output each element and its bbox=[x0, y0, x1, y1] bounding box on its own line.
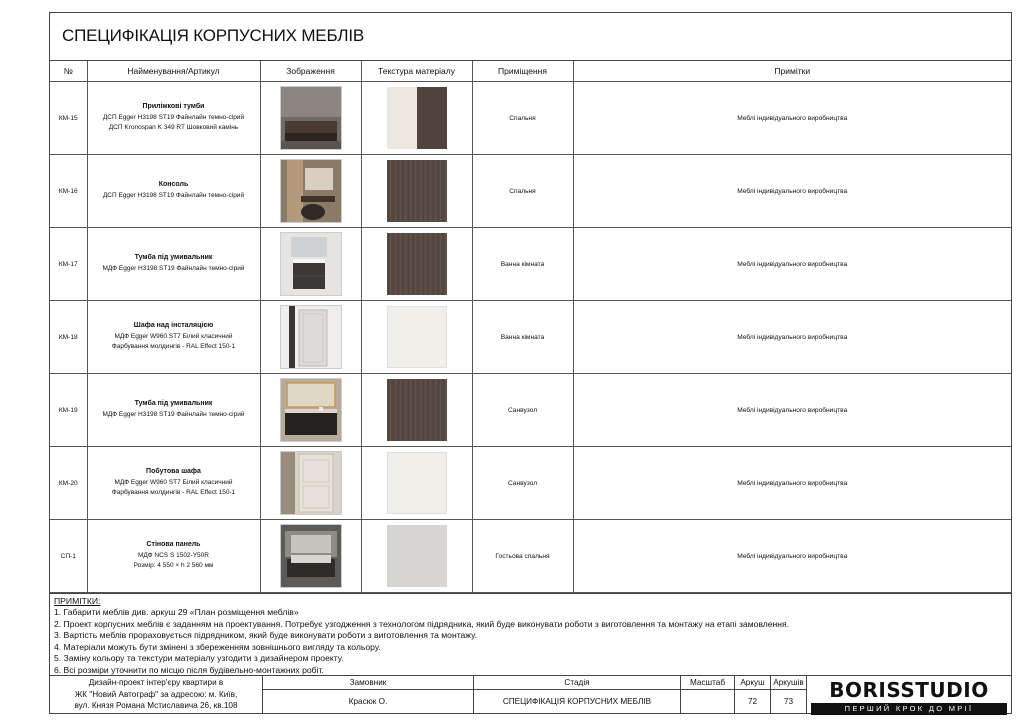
customer-cell bbox=[263, 676, 474, 714]
table-row bbox=[50, 301, 1011, 374]
note-line: 1. Габарити меблів див. аркуш 29 «План розміщення меблів» bbox=[54, 607, 299, 617]
row-texture-cell bbox=[361, 301, 472, 374]
item-material: МДФ Egger H3198 ST19 Файнлайн темно-сірий bbox=[102, 265, 245, 272]
texture-swatch bbox=[387, 379, 447, 441]
note-line: 5. Заміну кольору та текстури матеріалу узгодити з дизайнером проекту. bbox=[54, 653, 344, 664]
note-line: 3. Вартість меблів прораховується підрядником, який буде виконувати роботи з виготовлення та монтажу. bbox=[54, 630, 477, 641]
row-name-cell bbox=[87, 520, 260, 593]
sheet-value: 72 bbox=[747, 697, 758, 706]
row-num: КМ-15 bbox=[50, 82, 87, 155]
stage-label: Стадія bbox=[474, 676, 680, 690]
item-name: Стінова панель bbox=[146, 541, 201, 548]
scale-label: Масштаб bbox=[681, 676, 734, 690]
item-name: Тумба під умивальник bbox=[134, 254, 213, 261]
spec-sheet bbox=[49, 12, 1012, 714]
scale-value bbox=[681, 689, 734, 714]
sheets-cell bbox=[771, 676, 807, 714]
col-header-num: № bbox=[50, 61, 87, 82]
row-num: СП-1 bbox=[50, 520, 87, 593]
row-name-cell bbox=[87, 447, 260, 520]
row-texture-cell bbox=[361, 228, 472, 301]
row-num: КМ-18 bbox=[50, 301, 87, 374]
col-header-name: Найменування/Артикул bbox=[87, 61, 260, 82]
item-material: ДСП Kronospan K 349 RT Шовковий камінь bbox=[108, 124, 239, 131]
item-image bbox=[280, 159, 342, 223]
row-num: КМ-20 bbox=[50, 447, 87, 520]
row-texture-cell bbox=[361, 520, 472, 593]
notes-heading: ПРИМІТКИ: bbox=[54, 596, 101, 606]
studio-logo bbox=[807, 676, 1011, 714]
sheet-cell bbox=[735, 676, 771, 714]
stage-cell bbox=[474, 676, 681, 714]
item-material: МДФ NCS S 1502-Y50R bbox=[138, 552, 209, 559]
sheet-label: Аркуш bbox=[735, 676, 770, 690]
item-material: Фарбування молдингів - RAL Effect 150-1 bbox=[111, 343, 236, 350]
note-line: 6. Всі розміри уточнити по місцю після будівельно-монтажних робіт. bbox=[54, 664, 324, 675]
row-image-cell bbox=[260, 155, 361, 228]
item-material: Фарбування молдингів - RAL Effect 150-1 bbox=[111, 489, 236, 496]
item-material: ДСП Egger H3198 ST19 Файнлайн темно-сірий bbox=[102, 192, 245, 199]
row-note: Меблі індивідуального виробництва bbox=[573, 82, 1011, 155]
item-name: Тумба під умивальник bbox=[134, 400, 213, 407]
row-room: Ванна кімната bbox=[472, 301, 573, 374]
row-room: Ванна кімната bbox=[472, 228, 573, 301]
scale-cell bbox=[681, 676, 735, 714]
row-note: Меблі індивідуального виробництва bbox=[573, 155, 1011, 228]
row-num: КМ-17 bbox=[50, 228, 87, 301]
row-image-cell bbox=[260, 82, 361, 155]
row-image-cell bbox=[260, 301, 361, 374]
texture-swatch bbox=[387, 452, 447, 514]
texture-swatch bbox=[387, 525, 447, 587]
row-name-cell bbox=[87, 374, 260, 447]
title-block bbox=[50, 13, 1011, 61]
row-room: Гостьова спальня bbox=[472, 520, 573, 593]
row-image-cell bbox=[260, 447, 361, 520]
row-note: Меблі індивідуального виробництва bbox=[573, 228, 1011, 301]
texture-swatch bbox=[387, 233, 447, 295]
logo-tagline: ПЕРШИЙ КРОК ДО МРІЇ bbox=[811, 703, 1007, 715]
sheets-value: 73 bbox=[783, 697, 794, 706]
item-name: Приліжкові тумби bbox=[142, 103, 205, 110]
item-material: ДСП Egger H3198 ST19 Файнлайн темно-сірий bbox=[102, 114, 245, 121]
item-image bbox=[280, 305, 342, 369]
item-name: Побутова шафа bbox=[146, 468, 201, 475]
note-line: 2. Проект корпусних меблів є заданням на проектування. Потребує узгодження з технологом підрядника, який буде виконувати роботи з виготовлення та монтажу на етапі замовлення. bbox=[54, 618, 790, 629]
row-name-cell bbox=[87, 155, 260, 228]
col-header-image: Зображення bbox=[260, 61, 361, 82]
item-image bbox=[280, 232, 342, 296]
note-line: 4. Матеріали можуть бути змінені з збереженням зовнішнього вигляду та кольору. bbox=[54, 641, 381, 652]
row-note: Меблі індивідуального виробництва bbox=[573, 301, 1011, 374]
address-line: вул. Князя Романа Мстиславича 26, кв.108 bbox=[74, 701, 238, 710]
texture-swatch bbox=[387, 306, 447, 368]
item-name: Шафа над інсталяцією bbox=[133, 322, 214, 329]
item-material: МДФ Egger H3198 ST19 Файнлайн темно-сірий bbox=[102, 411, 245, 418]
row-num: КМ-16 bbox=[50, 155, 87, 228]
row-name-cell bbox=[87, 228, 260, 301]
row-num: КМ-19 bbox=[50, 374, 87, 447]
page-title: СПЕЦИФІКАЦІЯ КОРПУСНИХ МЕБЛІВ bbox=[62, 26, 365, 45]
item-image bbox=[280, 86, 342, 150]
customer-value: Красюк О. bbox=[348, 697, 388, 706]
item-image bbox=[280, 378, 342, 442]
row-texture-cell bbox=[361, 374, 472, 447]
spec-table bbox=[50, 61, 1011, 593]
notes-block bbox=[50, 593, 1011, 675]
item-name: Консоль bbox=[158, 181, 189, 188]
item-image bbox=[280, 451, 342, 515]
col-header-room: Приміщення bbox=[472, 61, 573, 82]
row-image-cell bbox=[260, 374, 361, 447]
col-header-notes: Примітки bbox=[573, 61, 1011, 82]
table-row bbox=[50, 228, 1011, 301]
item-material: МДФ Egger W960 ST7 Білий класичний bbox=[114, 333, 233, 340]
item-material: МДФ Egger W960 ST7 Білий класичний bbox=[114, 479, 233, 486]
row-room: Санвузол bbox=[472, 447, 573, 520]
project-address bbox=[50, 676, 263, 714]
row-image-cell bbox=[260, 520, 361, 593]
col-header-texture: Текстура матеріалу bbox=[361, 61, 472, 82]
row-name-cell bbox=[87, 82, 260, 155]
row-name-cell bbox=[87, 301, 260, 374]
row-texture-cell bbox=[361, 155, 472, 228]
texture-swatch bbox=[387, 160, 447, 222]
address-line: ЖК "Новий Автограф" за адресою: м. Київ, bbox=[74, 689, 238, 699]
row-image-cell bbox=[260, 228, 361, 301]
texture-swatch bbox=[387, 87, 447, 149]
row-room: Санвузол bbox=[472, 374, 573, 447]
row-note: Меблі індивідуального виробництва bbox=[573, 447, 1011, 520]
row-room: Спальня bbox=[472, 82, 573, 155]
sheets-label: Аркушів bbox=[771, 676, 806, 690]
title-stamp bbox=[50, 675, 1011, 714]
row-texture-cell bbox=[361, 447, 472, 520]
logo-text: BORISSTUDIO bbox=[829, 678, 989, 702]
item-image bbox=[280, 524, 342, 588]
item-material: Розмір: 4 550 × h 2 560 мм bbox=[133, 562, 214, 569]
table-row bbox=[50, 374, 1011, 447]
table-header-row bbox=[50, 61, 1011, 82]
table-row bbox=[50, 82, 1011, 155]
table-row bbox=[50, 447, 1011, 520]
row-room: Спальня bbox=[472, 155, 573, 228]
stage-value: СПЕЦИФІКАЦІЯ КОРПУСНИХ МЕБЛІВ bbox=[502, 697, 652, 706]
table-row bbox=[50, 155, 1011, 228]
customer-label: Замовник bbox=[263, 676, 473, 690]
address-line: Дизайн-проект інтер'єру квартири в bbox=[88, 678, 224, 687]
table-row bbox=[50, 520, 1011, 593]
row-note: Меблі індивідуального виробництва bbox=[573, 520, 1011, 593]
row-note: Меблі індивідуального виробництва bbox=[573, 374, 1011, 447]
row-texture-cell bbox=[361, 82, 472, 155]
